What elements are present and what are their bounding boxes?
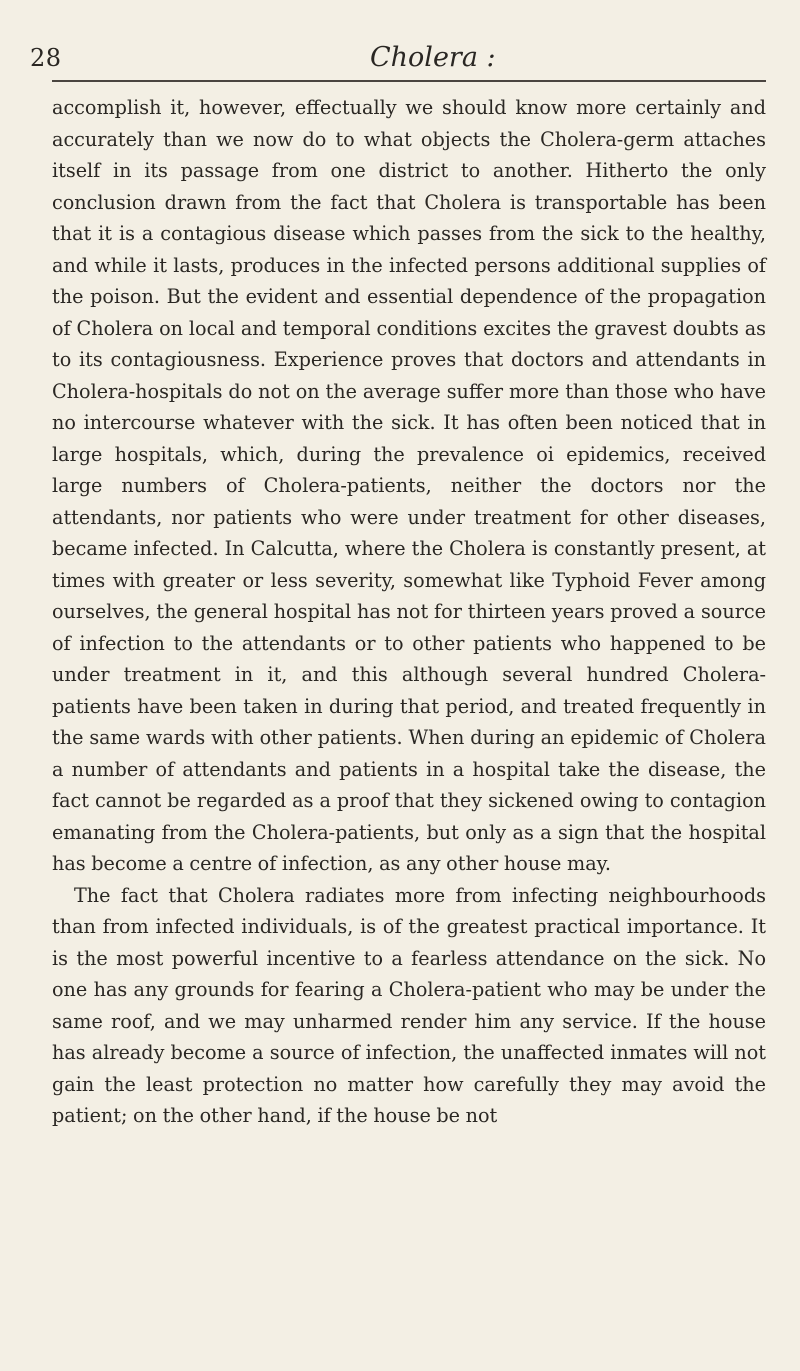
header-rule — [52, 80, 766, 82]
running-title: Cholera : — [370, 42, 496, 73]
body-text — [52, 92, 766, 1132]
page-number: 28 — [30, 44, 62, 72]
paragraph: accomplish it, however, effectually we should know more certainly and accurately than we now do to what objects the Cholera-germ attaches itself in its passage from one district to another. Hitherto the only conclusion drawn from the fact that Cholera is transportable has been that it is a contagious disease which passes from the sick to the healthy, and while it lasts, produces in the infected persons additional supplies of the poison. But the evident and essential dependence of the propagation of Cholera on local and temporal conditions excites the gravest doubts as to its contagiousness. Experience proves that doctors and attendants in Cholera-hospitals do not on the average suffer more than those who have no intercourse whatever with the sick. It has often been noticed that in large hospitals, which, during the prevalence oi epidemics, received large numbers of Cholera-patients, neither the doctors nor the attendants, nor patients who were under treatment for other diseases, became infected. In Calcutta, where the Cholera is constantly present, at times with greater or less severity, somewhat like Typhoid Fever among ourselves, the general hospital has not for thirteen years proved a source of infection to the attendants or to other patients who happened to be under treatment in it, and this although several hundred Cholera-patients have been taken in during that period, and treated frequently in the same wards with other patients. When during an epidemic of Cholera a number of attendants and patients in a hospital take the disease, the fact cannot be regarded as a proof that they sickened owing to contagion emanating from the Cholera-patients, but only as a sign that the hospital has become a centre of infection, as any other house may. — [52, 96, 766, 875]
paragraph: The fact that Cholera radiates more from infecting neighbourhoods than from infected individuals, is of the greatest practical importance. It is the most powerful incentive to a fearless attendance on the sick. No one has any grounds for fearing a Cholera-patient who may be under the same roof, and we may unharmed render him any service. If the house has already become a source of infection, the unaffected inmates will not gain the least protection no matter how carefully they may avoid the patient; on the other hand, if the house be not — [52, 883, 766, 1127]
page-header — [0, 30, 800, 80]
